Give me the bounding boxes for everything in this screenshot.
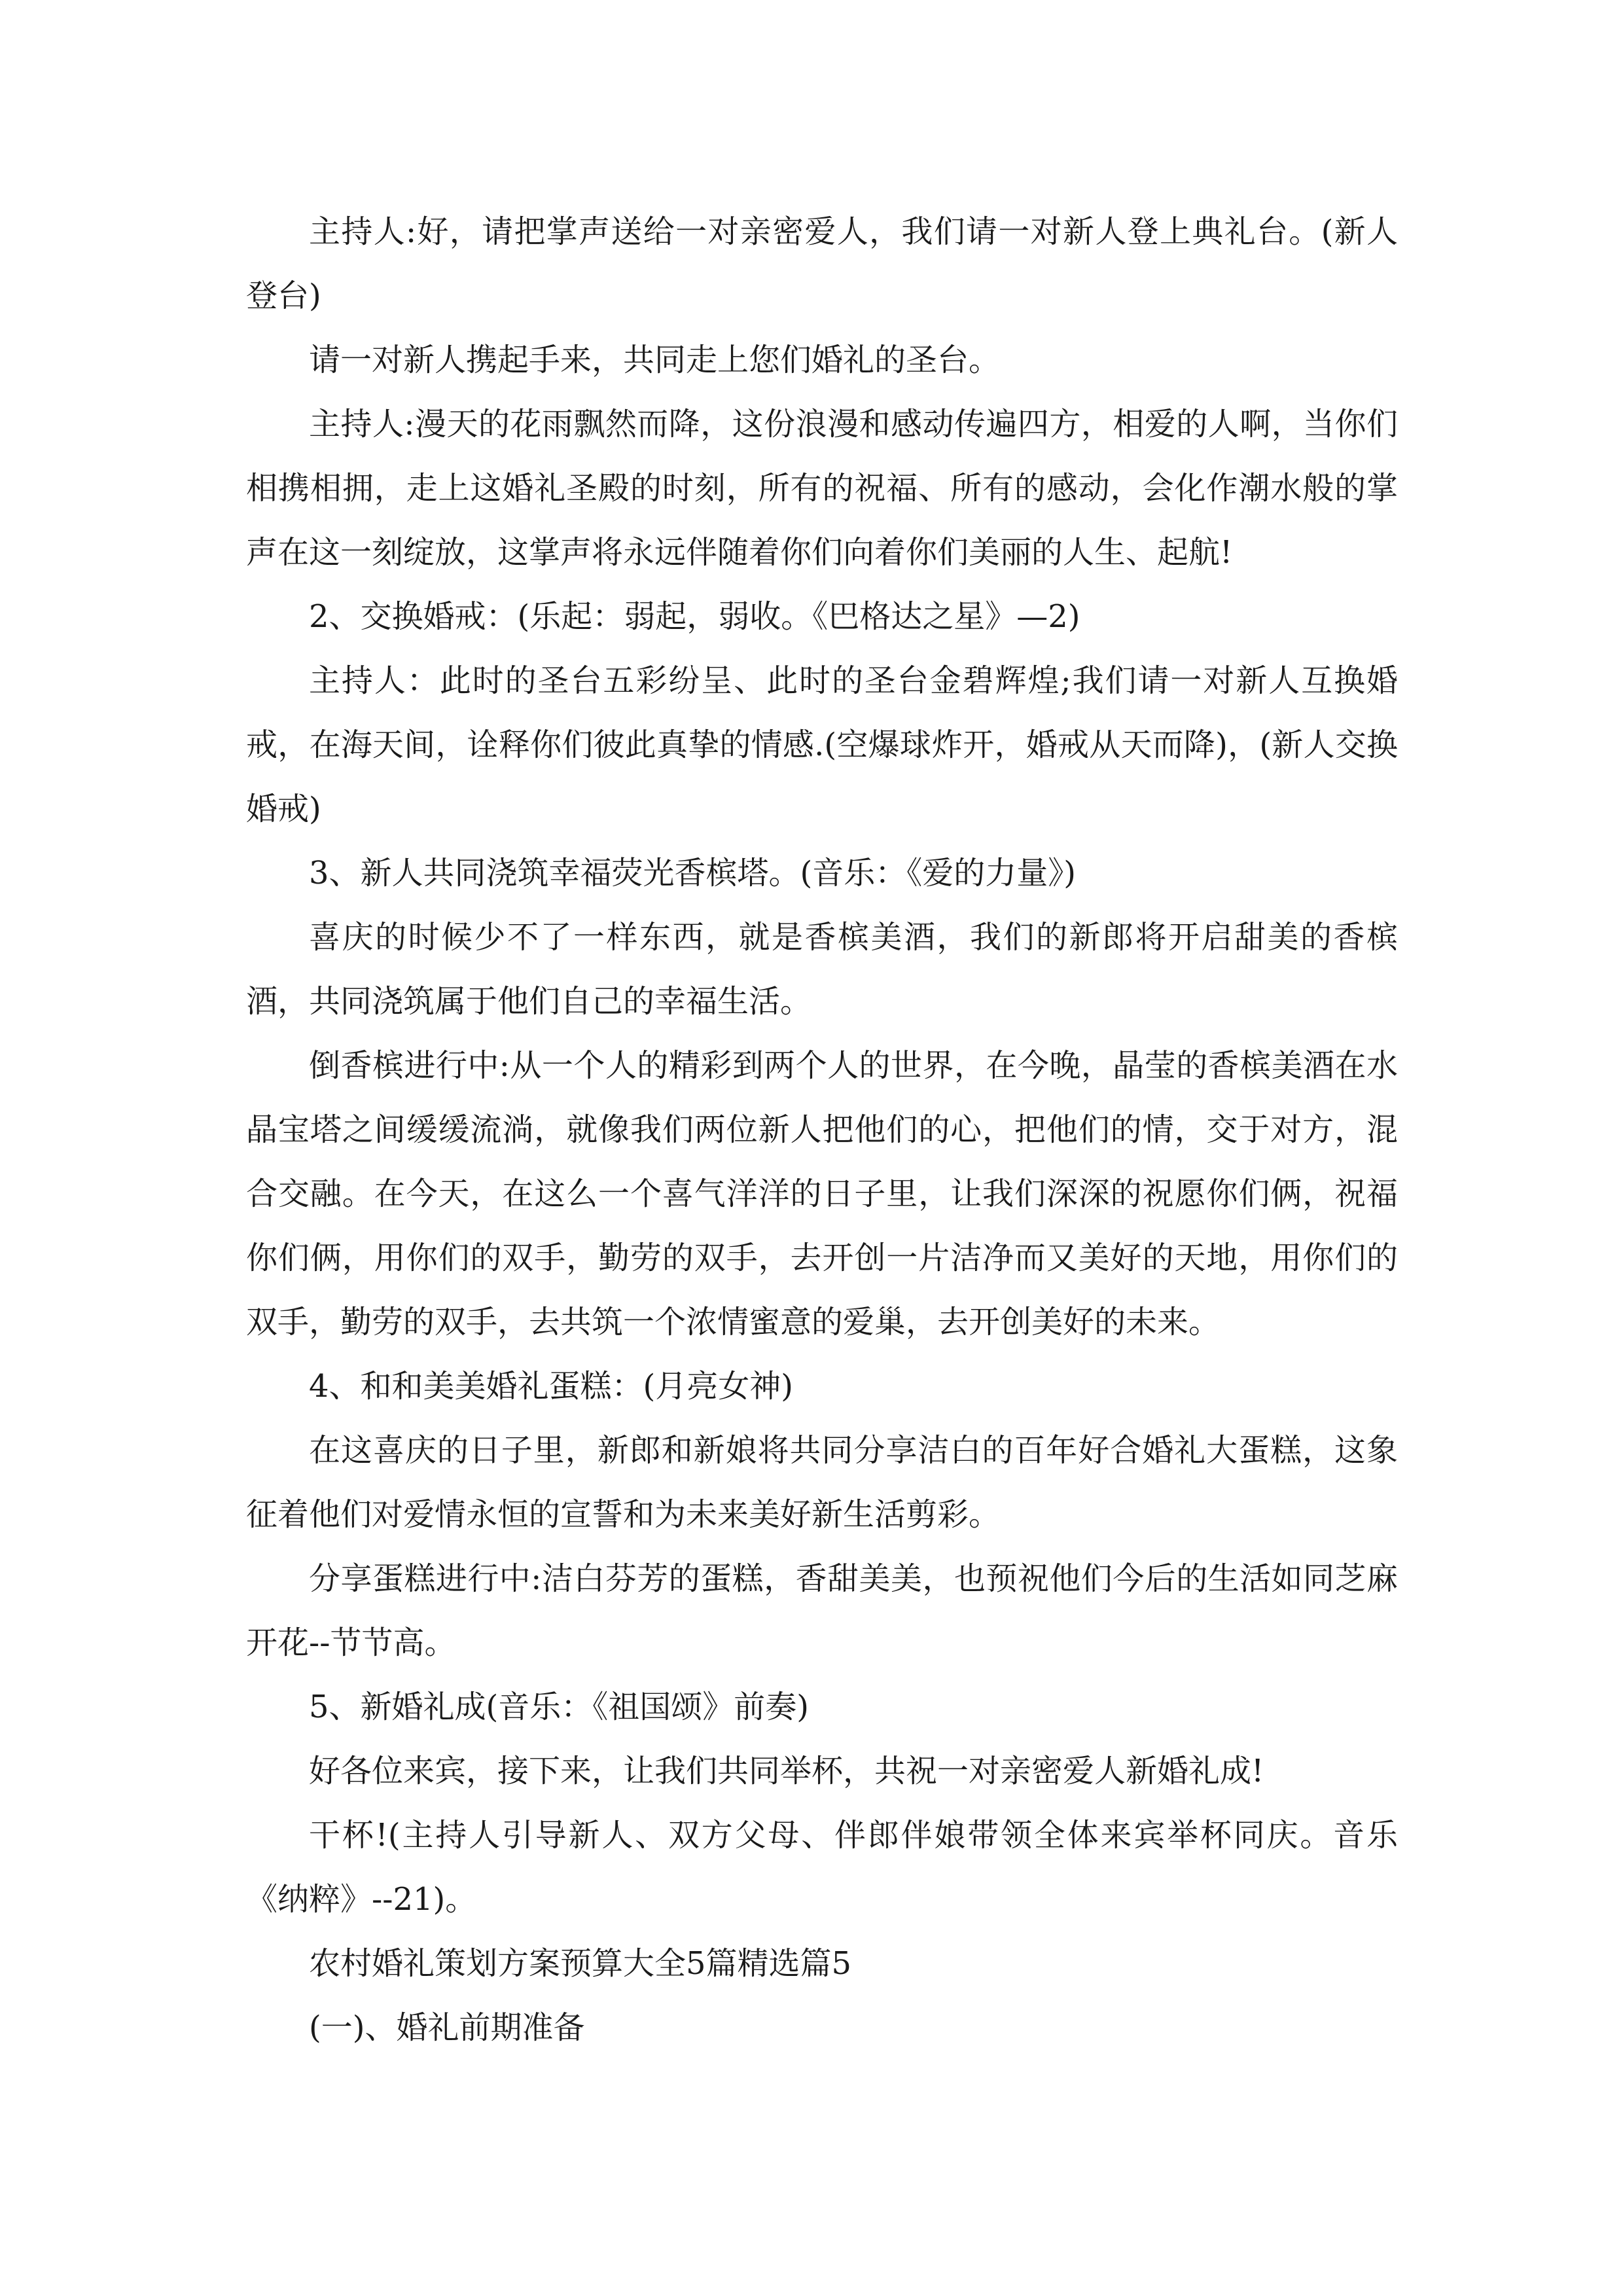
- paragraph: 请一对新人携起手来，共同走上您们婚礼的圣台。: [309, 342, 1001, 378]
- paragraph: 3、新人共同浇筑幸福荧光香槟塔。(音乐：《爱的力量》): [309, 855, 1076, 891]
- paragraph: 5、新婚礼成(音乐：《祖国颂》前奏): [309, 1689, 809, 1725]
- paragraph: 分享蛋糕进行中:洁白芬芳的蛋糕，香甜美美，也预祝他们今后的生活如同芝麻开花--节节高。: [246, 1560, 1398, 1661]
- paragraph: 在这喜庆的日子里，新郎和新娘将共同分享洁白的百年好合婚礼大蛋糕，这象征着他们对爱情永恒的宣誓和为未来美好新生活剪彩。: [246, 1432, 1398, 1533]
- paragraph: 倒香槟进行中:从一个人的精彩到两个人的世界，在今晚，晶莹的香槟美酒在水晶宝塔之间缓缓流淌，就像我们两位新人把他们的心，把他们的情，交于对方，混合交融。在今天，在这么一个喜气洋洋的日子里，让我们深深的祝愿你们俩，祝福你们俩，用你们的双手，勤劳的双手，去开创一片洁净而又美好的天地，用你们的双手，勤劳的双手，去共筑一个浓情蜜意的爱巢，去开创美好的未来。: [246, 1047, 1398, 1340]
- paragraph: 主持人:漫天的花雨飘然而降，这份浪漫和感动传遍四方，相爱的人啊，当你们相携相拥，走上这婚礼圣殿的时刻，所有的祝福、所有的感动，会化作潮水般的掌声在这一刻绽放，这掌声将永远伴随着你们向着你们美丽的人生、起航!: [246, 406, 1398, 571]
- document-body: [246, 200, 1398, 2060]
- section-heading: 农村婚礼策划方案预算大全5篇精选篇5: [309, 1945, 852, 1982]
- subsection-heading: (一)、婚礼前期准备: [309, 2009, 585, 2046]
- paragraph: 主持人：此时的圣台五彩纷呈、此时的圣台金碧辉煌;我们请一对新人互换婚戒，在海天间，诠释你们彼此真挚的情感.(空爆球炸开，婚戒从天而降)，(新人交换婚戒): [246, 662, 1398, 827]
- paragraph: 主持人:好，请把掌声送给一对亲密爱人，我们请一对新人登上典礼台。(新人登台): [246, 213, 1398, 314]
- paragraph: 4、和和美美婚礼蛋糕：(月亮女神): [309, 1368, 793, 1405]
- paragraph: 喜庆的时候少不了一样东西，就是香槟美酒，我们的新郎将开启甜美的香槟酒，共同浇筑属于他们自己的幸福生活。: [246, 919, 1398, 1020]
- paragraph: 干杯!(主持人引导新人、双方父母、伴郎伴娘带领全体来宾举杯同庆。音乐《纳粹》--21)。: [246, 1817, 1398, 1918]
- paragraph: 2、交换婚戒：(乐起：弱起，弱收。《巴格达之星》—2): [309, 598, 1080, 635]
- paragraph: 好各位来宾，接下来，让我们共同举杯，共祝一对亲密爱人新婚礼成!: [309, 1753, 1264, 1789]
